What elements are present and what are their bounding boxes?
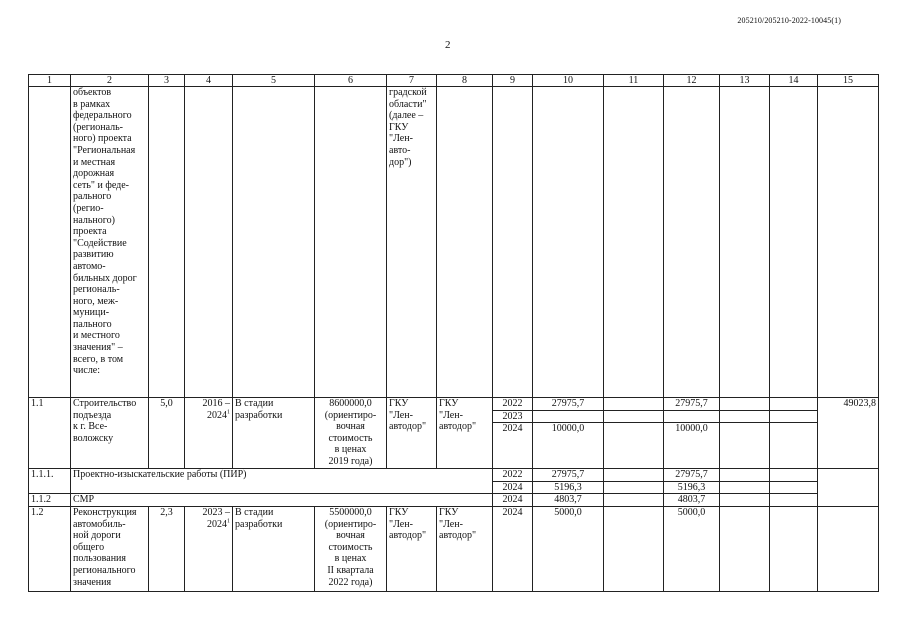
header-cell: 12 <box>664 75 720 87</box>
data-table <box>28 74 879 592</box>
object-name: Строительство подъезда к г. Все- воложску <box>71 398 149 469</box>
table-row <box>29 494 879 507</box>
table-row <box>29 506 879 591</box>
executor: ГКУ "Лен- автодор" <box>437 506 493 591</box>
cost: 8600000,0 (ориентиро- вочная стоимость в ценах 2019 года) <box>315 398 387 469</box>
table-row <box>29 469 879 482</box>
customer: ГКУ "Лен- автодор" <box>387 506 437 591</box>
amount: 27975,7 <box>533 469 604 482</box>
header-cell: 7 <box>387 75 437 87</box>
header-cell: 4 <box>185 75 233 87</box>
years: 2016 – 2024 <box>202 398 230 421</box>
amount: 10000,0 <box>533 423 604 469</box>
length: 5,0 <box>149 398 185 469</box>
document-number: 205210/205210-2022-10045(1) <box>737 16 841 25</box>
years: 2023 – 2024 <box>202 506 230 530</box>
year: 2024 <box>493 506 533 591</box>
header-cell: 2 <box>71 75 149 87</box>
amount: 27975,7 <box>533 398 604 411</box>
length: 2,3 <box>149 506 185 591</box>
header-cell: 5 <box>233 75 315 87</box>
row-number: 1.2 <box>29 506 71 591</box>
customer: ГКУ "Лен- автодор" <box>387 398 437 469</box>
header-row <box>29 75 879 87</box>
cost: 5500000,0 (ориентиро- вочная стоимость в ценах II квартала 2022 года) <box>315 506 387 591</box>
object-name: Реконструкция автомобиль- ной дороги общего пользования регионального значения <box>71 506 149 591</box>
work-name: Проектно-изыскательские работы (ПИР) <box>71 469 493 494</box>
amount: 4803,7 <box>533 494 604 507</box>
header-cell: 10 <box>533 75 604 87</box>
amount: 27975,7 <box>664 469 720 482</box>
header-cell: 6 <box>315 75 387 87</box>
work-name: СМР <box>71 494 493 507</box>
year: 2022 <box>493 469 533 482</box>
page-number: 2 <box>445 39 451 51</box>
executor: ГКУ "Лен- автодор" <box>437 398 493 469</box>
header-cell: 3 <box>149 75 185 87</box>
table-row <box>29 398 879 411</box>
header-cell: 14 <box>770 75 818 87</box>
row-number: 1.1.2 <box>29 494 71 507</box>
header-cell: 9 <box>493 75 533 87</box>
year: 2024 <box>493 494 533 507</box>
header-cell: 13 <box>720 75 770 87</box>
year: 2022 <box>493 398 533 411</box>
amount: 4803,7 <box>664 494 720 507</box>
amount: 5000,0 <box>664 506 720 591</box>
year: 2024 <box>493 423 533 469</box>
year: 2023 <box>493 410 533 423</box>
footnote-mark: 1 <box>227 409 230 416</box>
row-number: 1.1.1. <box>29 469 71 494</box>
status: В стадии разработки <box>233 506 315 591</box>
row-number: 1.1 <box>29 398 71 469</box>
header-cell: 8 <box>437 75 493 87</box>
amount: 5196,3 <box>533 481 604 494</box>
customer-continuation: градской области" (далее – ГКУ "Лен- авто- дор") <box>387 87 437 398</box>
header-cell: 11 <box>604 75 664 87</box>
header-cell: 1 <box>29 75 71 87</box>
year: 2024 <box>493 481 533 494</box>
amount: 10000,0 <box>664 423 720 469</box>
amount: 27975,7 <box>664 398 720 411</box>
header-cell: 15 <box>818 75 879 87</box>
amount: 5000,0 <box>533 506 604 591</box>
status: В стадии разработки <box>233 398 315 469</box>
footnote-mark: 1 <box>227 518 230 525</box>
years-cell <box>185 398 233 469</box>
amount: 5196,3 <box>664 481 720 494</box>
total: 49023,8 <box>818 398 879 469</box>
years-cell <box>185 506 233 591</box>
project-description: объектов в рамках федерального (региональ- ного) проекта "Региональная и местная дорожная сеть" и феде- рального (регио- нального) проекта "Содействие развитию автомо- бильных дорог региональ- ного, меж- муници- пального и местного значения" – всего, в том числе: <box>71 87 149 398</box>
table-row <box>29 87 879 398</box>
